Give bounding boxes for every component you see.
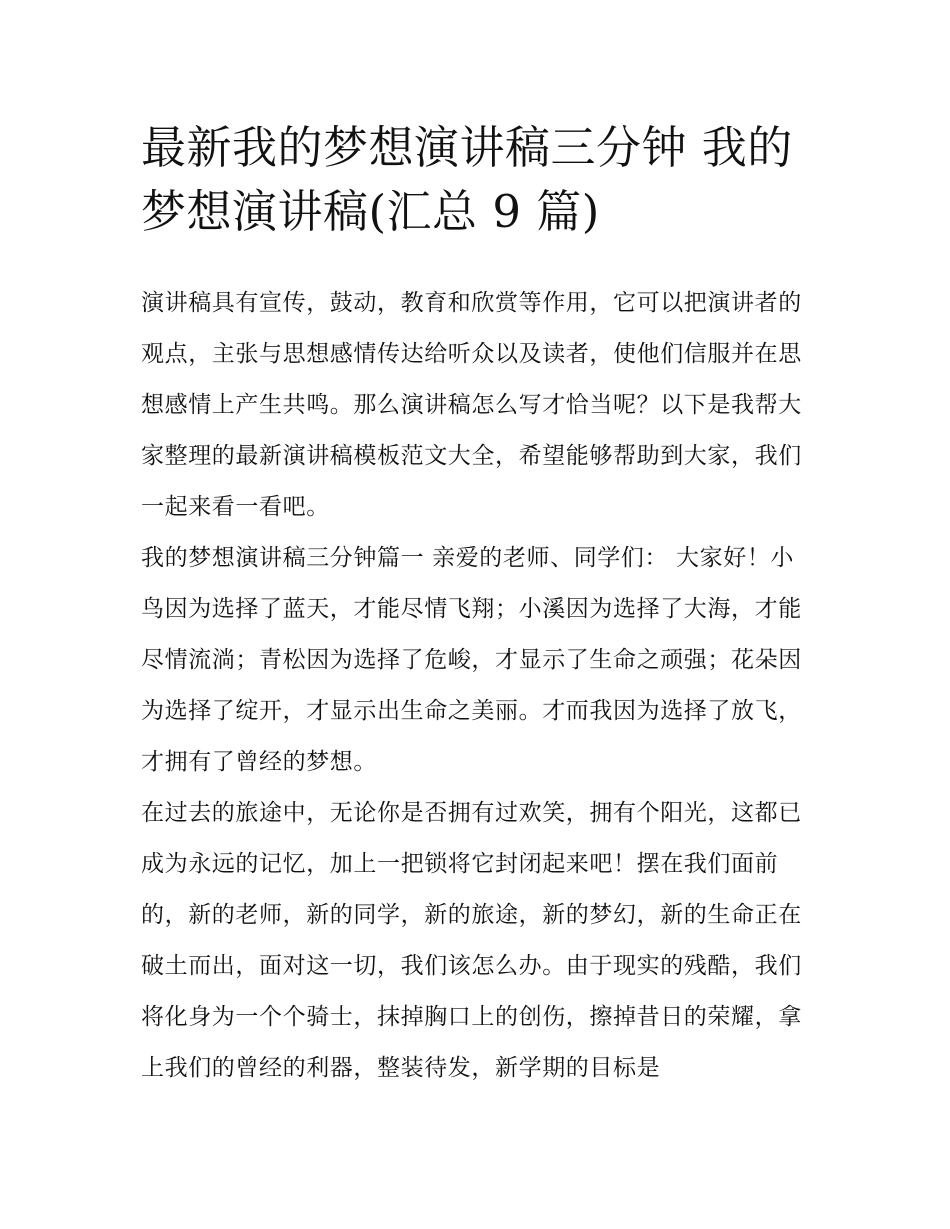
body-paragraph-speech-one: 我的梦想演讲稿三分钟篇一 亲爱的老师、同学们： 大家好！小鸟因为选择了蓝天，才能尽情飞翔；小溪因为选择了大海，才能尽情流淌；青松因为选择了危峻，才显示了生命之顽强；花朵因为选择了绽开，才显示出生命之美丽。才而我因为选择了放飞，才拥有了曾经的梦想。 <box>141 545 802 775</box>
document-body <box>141 278 816 1094</box>
body-paragraph-intro: 演讲稿具有宣传，鼓动，教育和欣赏等作用，它可以把演讲者的观点，主张与思想感情传达给听众以及读者，使他们信服并在思想感情上产生共鸣。那么演讲稿怎么写才恰当呢？以下是我帮大家整理的最新演讲稿模板范文大全，希望能够帮助到大家，我们一起来看一看吧。 <box>141 290 802 520</box>
body-paragraph-past-journey: 在过去的旅途中，无论你是否拥有过欢笑，拥有个阳光，这都已成为永远的记忆，加上一把锁将它封闭起来吧！摆在我们面前的，新的老师，新的同学，新的旅途，新的梦幻，新的生命正在破土而出，面对这一切，我们该怎么办。由于现实的残酷，我们将化身为一个个骑士，抹掉胸口上的创伤，擦掉昔日的荣耀，拿上我们的曾经的利器，整装待发，新学期的目标是 <box>141 800 802 1081</box>
document-title: 最新我的梦想演讲稿三分钟 我的梦想演讲稿(汇总 9 篇) <box>141 121 793 238</box>
